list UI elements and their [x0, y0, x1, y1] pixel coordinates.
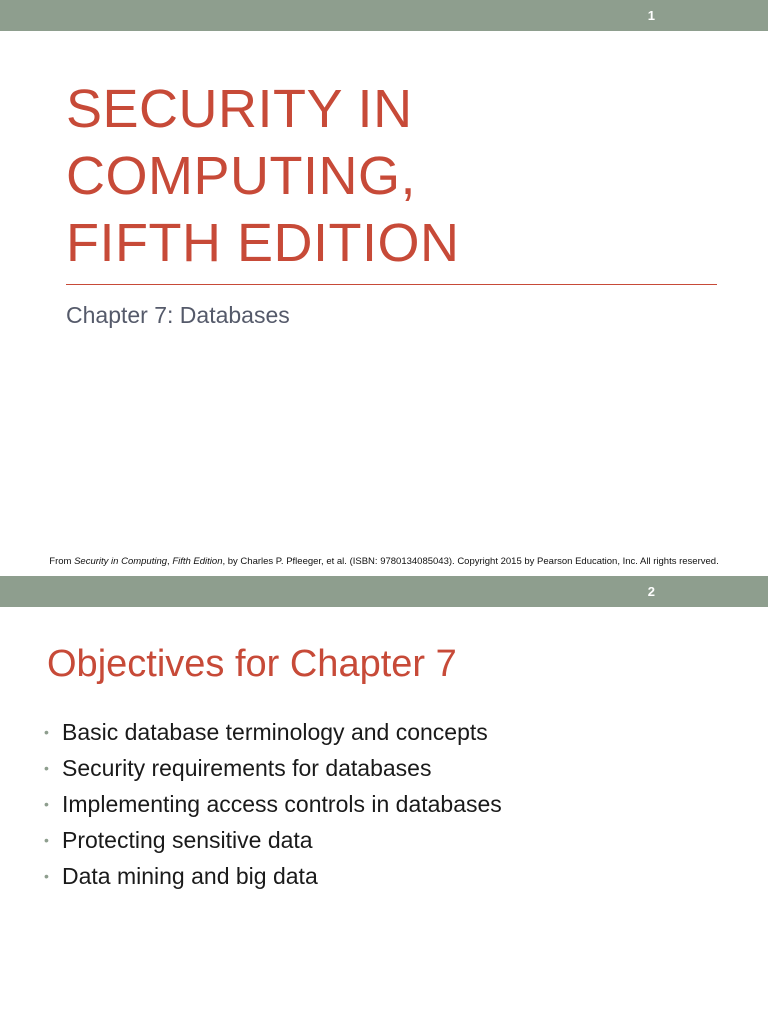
copyright-suffix: , by Charles P. Pfleeger, et al. (ISBN: 9780134085043). Copyright 2015 by Pearson Education, Inc. All rights reserved. [222, 556, 719, 567]
copyright-book-title: Security in Computing [74, 556, 168, 567]
title-divider [66, 284, 717, 285]
slide-1-title [66, 76, 459, 277]
copyright-separator: , [167, 556, 173, 567]
slide-2-header-bar [0, 576, 768, 607]
slide-2-title: Objectives for Chapter 7 [47, 643, 457, 685]
copyright-notice [0, 556, 768, 568]
bullet-dot-icon: • [44, 832, 49, 848]
copyright-edition: Fifth Edition [172, 556, 223, 567]
list-item-text: Basic database terminology and concepts [62, 719, 488, 745]
copyright-prefix: From [49, 556, 75, 567]
list-item-text: Protecting sensitive data [62, 827, 313, 853]
slide-1-number: 1 [647, 8, 655, 23]
slide-1-header-bar [0, 0, 768, 31]
list-item-text: Data mining and big data [62, 863, 318, 889]
bullet-dot-icon: • [44, 724, 49, 740]
bullet-dot-icon: • [44, 868, 49, 884]
title-line-3: FIFTH EDITION [66, 213, 460, 273]
list-item-text: Implementing access controls in databases [62, 791, 502, 817]
list-item [44, 822, 502, 858]
title-line-1: SECURITY IN [66, 79, 413, 139]
slide-1-subtitle: Chapter 7: Databases [66, 302, 290, 328]
list-item [44, 714, 502, 750]
list-item [44, 858, 502, 894]
slide-2-number: 2 [647, 584, 655, 599]
list-item [44, 786, 502, 822]
objectives-list [44, 714, 502, 894]
bullet-dot-icon: • [44, 760, 49, 776]
list-item [44, 750, 502, 786]
bullet-dot-icon: • [44, 796, 49, 812]
title-line-2: COMPUTING, [66, 146, 416, 206]
list-item-text: Security requirements for databases [62, 755, 432, 781]
